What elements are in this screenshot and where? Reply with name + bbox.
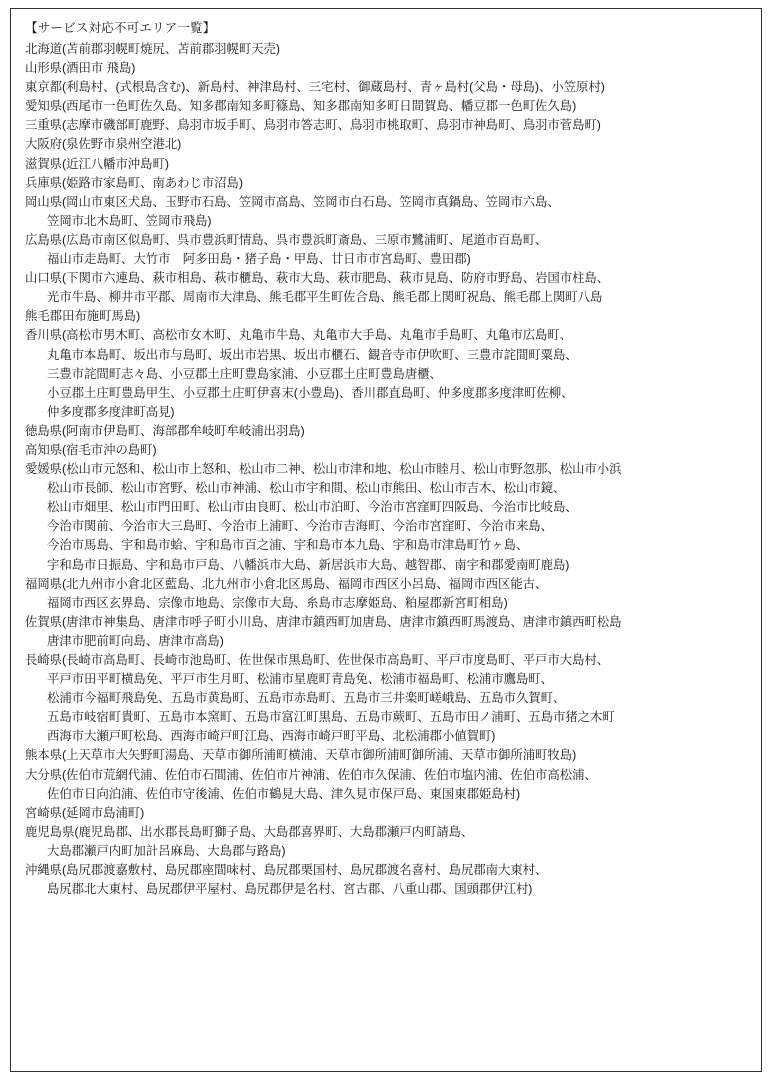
area-line: 高知県(宿毛市沖の島町) <box>25 442 157 457</box>
area-line: 兵庫県(姫路市家島町、南あわじ市沼島) <box>25 175 243 190</box>
area-line: 愛媛県(松山市元怒和、松山市上怒和、松山市二神、松山市津和地、松山市睦月、松山市野忽那、松山市小浜 <box>25 462 622 477</box>
area-line: 宮崎県(延岡市島浦町) <box>25 805 145 820</box>
area-line: 福岡県(北九州市小倉北区藍島、北九州市小倉北区馬島、福岡市西区小呂島、福岡市西区能古、 <box>25 576 548 591</box>
area-line: 三重県(志摩市磯部町鹿野、鳥羽市坂手町、鳥羽市答志町、鳥羽市桃取町、鳥羽市神島町、鳥羽市菅島町) <box>25 118 601 133</box>
area-line: 愛知県(西尾市一色町佐久島、知多郡南知多町篠島、知多郡南知多町日間賀島、幡豆郡一色町佐久島) <box>25 99 577 114</box>
area-line: 笠岡市北木島町、笠岡市飛島) <box>47 213 212 228</box>
area-line: 平戸市田平町横島免、平戸市生月町、松浦市星鹿町青島免、松浦市福島町、松浦市鷹島町、 <box>47 672 553 687</box>
area-entry-list <box>25 40 749 899</box>
area-entry-yamagata <box>25 59 749 78</box>
area-entry-tokushima <box>25 422 749 441</box>
area-entry-miyazaki <box>25 804 749 823</box>
area-line: 山口県(下関市六連島、萩市相島、萩市櫃島、萩市大島、萩市肥島、萩市見島、防府市野島、岩国市柱島、 <box>25 271 610 286</box>
area-line: 今治市馬島、宇和島市蛤、宇和島市百之浦、宇和島市本九島、宇和島市津島町竹ヶ島、 <box>47 538 529 553</box>
area-line: 光市牛島、柳井市平郡、周南市大津島、熊毛郡平生町佐合島、熊毛郡上関町祝島、熊毛郡上関町八島 <box>47 290 603 305</box>
area-entry-shiga <box>25 155 749 174</box>
area-line: 山形県(酒田市 飛島) <box>25 61 136 76</box>
area-line: 熊毛郡田布施町馬島) <box>25 309 141 324</box>
area-line: 徳島県(阿南市伊島町、海部郡牟岐町牟岐浦出羽島) <box>25 423 305 438</box>
area-line: 北海道(苫前郡羽幌町焼尻、苫前郡羽幌町天売) <box>25 42 280 56</box>
page-title: 【サービス対応不可エリア一覧】 <box>25 21 216 35</box>
area-entry-hiroshima <box>25 231 749 269</box>
area-line: 丸亀市本島町、坂出市与島町、坂出市岩黒、坂出市櫃石、観音寺市伊吹町、三豊市詫間町粟島、 <box>47 347 578 362</box>
area-entry-aichi <box>25 97 749 116</box>
area-line: 小豆郡土庄町豊島甲生、小豆郡土庄町伊喜末(小豊島)、香川郡直島町、仲多度郡多度津町佐柳、 <box>47 385 574 400</box>
area-entry-kagoshima <box>25 823 749 861</box>
area-line: 熊本県(上天草市大矢野町湯島、天草市御所浦町横浦、天草市御所浦町御所浦、天草市御所浦町牧島) <box>25 748 577 763</box>
area-line: 福岡市西区玄界島、宗像市地島、宗像市大島、糸島市志摩姫島、粕屋郡新宮町相島) <box>47 595 508 610</box>
area-entry-kagawa <box>25 326 749 421</box>
area-line: 唐津市肥前町向島、唐津市高島) <box>47 633 224 648</box>
area-line: 松山市畑里、松山市門田町、松山市由良町、松山市泊町、今治市宮窪町四阪島、今治市比岐島、 <box>47 500 578 515</box>
area-entry-kochi <box>25 441 749 460</box>
area-line: 佐伯市日向泊浦、佐伯市守後浦、佐伯市鶴見大島、津久見市保戸島、東国東郡姫島村) <box>47 786 521 801</box>
area-entry-nagasaki <box>25 651 749 746</box>
area-entry-mie <box>25 116 749 135</box>
area-line: 広島県(広島市南区似島町、呉市豊浜町情島、呉市豊浜町斎島、三原市鷺浦町、尾道市百島町、 <box>25 232 548 247</box>
area-entry-saga <box>25 613 749 651</box>
area-line: 東京都(利島村、(式根島含む)、新島村、神津島村、三宅村、御蔵島村、青ヶ島村(父島・母島)、小笠原村) <box>25 80 605 95</box>
area-line: 長崎県(長崎市高島町、長崎市池島町、佐世保市黒島町、佐世保市高島町、平戸市度島町、平戸市大島村、 <box>25 653 610 667</box>
area-line: 佐賀県(唐津市神集島、唐津市呼子町小川島、唐津市鎮西町加唐島、唐津市鎮西町馬渡島、唐津市鎮西町松島 <box>25 614 622 629</box>
area-entry-oita <box>25 766 749 804</box>
area-entry-kumamoto <box>25 746 749 765</box>
area-line: 今治市関前、今治市大三島町、今治市上浦町、今治市吉海町、今治市宮窪町、今治市来島、 <box>47 519 553 534</box>
area-line: 大島郡瀬戸内町加計呂麻島、大島郡与路島) <box>47 843 286 858</box>
area-entry-fukuoka <box>25 575 749 613</box>
area-entry-okayama <box>25 193 749 231</box>
area-entry-hyogo <box>25 174 749 193</box>
area-line: 福山市走島町、大竹市 阿多田島・猪子島・甲島、廿日市市宮島町、豊田郡) <box>47 252 471 267</box>
area-line: 仲多度郡多度津町高見) <box>47 404 175 419</box>
area-line: 宇和島市日振島、宇和島市戸島、八幡浜市大島、新居浜市大島、越智郡、南宇和郡愛南町鹿島) <box>47 557 570 572</box>
area-line: 岡山県(岡山市東区犬島、玉野市石島、笠岡市高島、笠岡市白石島、笠岡市真鍋島、笠岡市六島、 <box>25 194 560 209</box>
area-line: 大分県(佐伯市荒網代浦、佐伯市石間浦、佐伯市片神浦、佐伯市久保浦、佐伯市塩内浦、佐伯市高松浦、 <box>25 767 597 782</box>
area-line: 松浦市今福町飛島免、五島市黄島町、五島市赤島町、五島市三井楽町嵯峨島、五島市久賀町、 <box>47 691 566 706</box>
area-line: 沖縄県(島尻郡渡嘉敷村、島尻郡座間味村、島尻郡栗国村、島尻郡渡名喜村、島尻郡南大東村、 <box>25 863 548 878</box>
area-line: 香川県(高松市男木町、高松市女木町、丸亀市牛島、丸亀市大手島、丸亀市手島町、丸亀市広島町、 <box>25 328 573 343</box>
area-line: 五島市岐宿町貴町、五島市本窯町、五島市富江町黒島、五島市蕨町、五島市田ノ浦町、五島市猪之木町 <box>47 710 615 725</box>
service-unavailable-area-list <box>10 8 762 1072</box>
area-line: 松山市長師、松山市宮野、松山市神浦、松山市宇和間、松山市熊田、松山市吉木、松山市鏡、 <box>47 481 566 496</box>
area-line: 鹿児島県(鹿児島郡、出水郡長島町獅子島、大島郡喜界町、大島郡瀬戸内町請島、 <box>25 824 474 839</box>
area-line: 西海市大瀬戸町松島、西海市崎戸町江島、西海市崎戸町平島、北松浦郡小値賀町) <box>47 729 496 744</box>
area-line: 島尻郡北大東村、島尻郡伊平屋村、島尻郡伊是名村、宮古郡、八重山郡、国頭郡伊江村) <box>47 882 533 897</box>
area-line: 三豊市詫間町志々島、小豆郡土庄町豊島家浦、小豆郡土庄町豊島唐櫃、 <box>47 366 442 381</box>
area-line: 滋賀県(近江八幡市沖島町) <box>25 156 169 171</box>
area-entry-ehime <box>25 460 749 575</box>
area-entry-okinawa <box>25 861 749 899</box>
area-entry-yamaguchi <box>25 269 749 326</box>
area-entry-osaka <box>25 135 749 154</box>
area-entry-hokkaido <box>25 40 749 59</box>
area-entry-tokyo <box>25 78 749 97</box>
area-line: 大阪府(泉佐野市泉州空港北) <box>25 137 182 152</box>
